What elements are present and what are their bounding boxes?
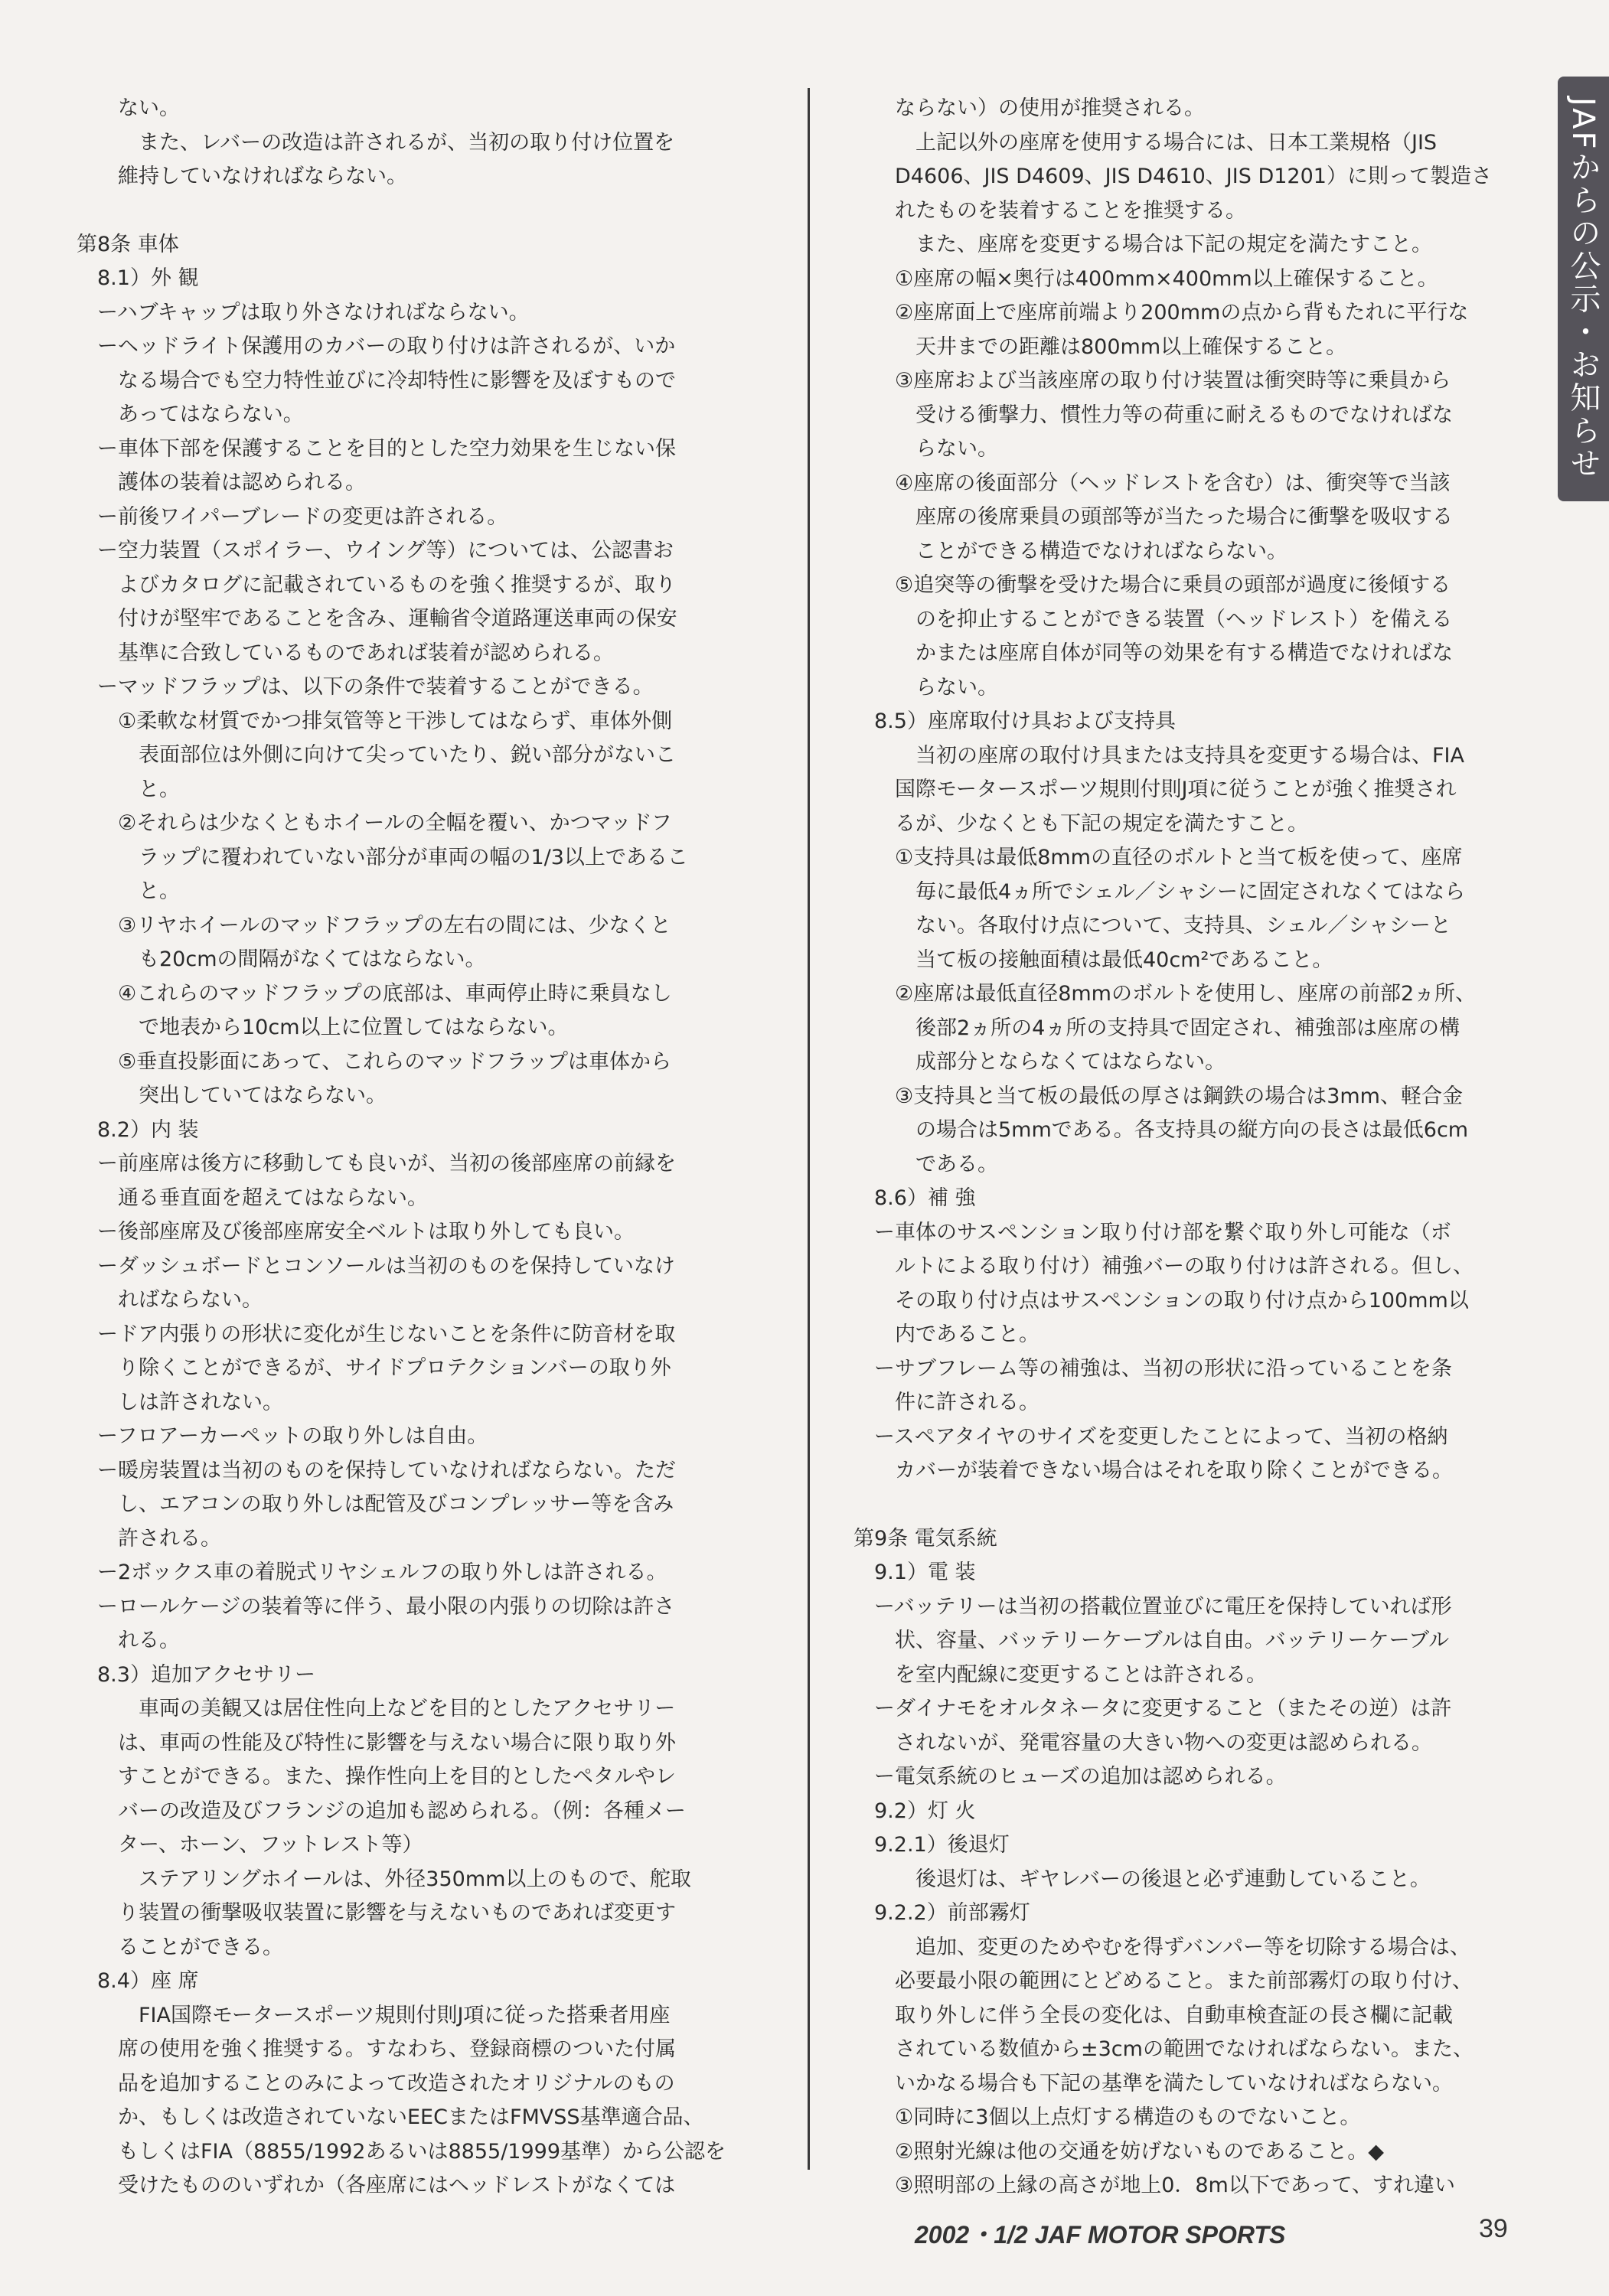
text-line: ー電気系統のヒューズの追加は認められる。 [853, 1765, 1287, 1789]
text-line: その取り付け点はサスペンションの取り付け点から100mm以 [853, 1288, 1469, 1313]
text-line: 護体の装着は認められる。 [77, 471, 366, 494]
text-line: ことができる構造でなければならない。 [853, 539, 1288, 563]
text-line: 車両の美観又は居住性向上などを目的としたアクセサリー [77, 1697, 676, 1720]
text-line: 9.2.1）後退灯 [853, 1833, 1010, 1857]
text-line: し、エアコンの取り外しは配管及びコンプレッサー等を含み [77, 1492, 674, 1516]
text-line: ー空力装置（スポイラー、ウイング等）については、公認書お [77, 539, 674, 563]
text-line: 成部分とならなくてはならない。 [853, 1050, 1226, 1074]
text-line: らない。 [853, 437, 998, 461]
text-line: ⑤垂直投影面にあって、これらのマッドフラップは車体から [77, 1049, 671, 1074]
text-line: 席の使用を強く推奨する。すなわち、登録商標のついた付属 [77, 2037, 676, 2061]
right-column [853, 92, 1539, 2203]
text-line: 天井までの距離は800mm以上確保すること。 [853, 334, 1347, 359]
text-line: ②それらは少なくともホイールの全幅を覆い、かつマッドフ [77, 811, 672, 835]
text-line: ースペアタイヤのサイズを変更したことによって、当初の格納 [853, 1424, 1448, 1449]
text-line: 内であること。 [853, 1322, 1039, 1346]
text-line: ④座席の後面部分（ヘッドレストを含む）は、衝突等で当該 [853, 471, 1451, 495]
text-line: ーマッドフラップは、以下の条件で装着することができる。 [77, 675, 654, 699]
text-line: 8.1）外 観 [77, 266, 199, 290]
text-line: 状、容量、バッテリーケーブルは自由。バッテリーケーブル [853, 1629, 1450, 1652]
text-line: よびカタログに記載されているものを強く推奨するが、取り [77, 572, 676, 597]
text-line: も20cmの間隔がなくてはならない。 [77, 947, 486, 971]
text-line: れたものを装着することを推奨する。 [853, 198, 1246, 223]
text-line: 追加、変更のためやむを得ずバンパー等を切除する場合は、 [853, 1935, 1470, 1959]
text-line: 受ける衝撃力、慣性力等の荷重に耐えるものでなければな [853, 403, 1453, 427]
text-line: D4606、JIS D4609、JIS D4610、JIS D1201）に則って製造さ [853, 165, 1492, 188]
text-line: ーフロアーカーペットの取り外しは自由。 [77, 1424, 488, 1448]
text-line: 当て板の接触面積は最低40cm²であること。 [853, 947, 1333, 972]
text-line: ればならない。 [77, 1288, 263, 1312]
text-line: 当初の座席の取付け具または支持具を変更する場合は、FIA [853, 743, 1464, 768]
text-line: されている数値から±3cmの範囲でなければならない。また、 [853, 2037, 1474, 2061]
text-line: と。 [77, 879, 180, 903]
text-line: を室内配線に変更することは許される。 [853, 1662, 1267, 1687]
text-line: 9.2）灯 火 [853, 1799, 976, 1823]
text-line: ③支持具と当て板の最低の厚さは鋼鉄の場合は3mm、軽合金 [853, 1084, 1463, 1108]
page-number: 39 [1479, 2214, 1508, 2243]
text-line: ならない）の使用が推奨される。 [853, 96, 1205, 120]
text-line: ー車体下部を保護することを目的とした空力効果を生じない保 [77, 436, 676, 461]
text-line: 表面部位は外側に向けて尖っていたり、鋭い部分がないこ [77, 743, 676, 767]
text-line: ①同時に3個以上点灯する構造のものでないこと。 [853, 2105, 1361, 2129]
text-line: ない。 [77, 96, 180, 120]
section-tab: JAFからの公示・お知らせ [1558, 77, 1609, 501]
text-line: 8.2）内 装 [77, 1117, 199, 1142]
text-line: バーの改造及びフランジの追加も認められる。（例：各種メー [77, 1799, 686, 1823]
text-line: 維持していなければならない。 [77, 165, 407, 188]
text-line: ーロールケージの装着等に伴う、最小限の内張りの切除は許さ [77, 1594, 675, 1619]
text-line: もしくはFIA（8855/1992あるいは8855/1999基準）から公認を [77, 2139, 726, 2164]
text-line: ー前後ワイパーブレードの変更は許される。 [77, 504, 508, 529]
text-line: かまたは座席自体が同等の効果を有する構造でなければな [853, 641, 1453, 665]
text-line: らない。 [853, 675, 998, 700]
text-line: ない。各取付け点について、支持具、シェル／シャシーと [853, 914, 1451, 938]
text-line: か、もしくは改造されていないEECまたはFMVSS基準適合品、 [77, 2105, 704, 2129]
text-line: れる。 [77, 1629, 180, 1652]
text-line: ーサブフレーム等の補強は、当初の形状に沿っていることを条 [853, 1356, 1452, 1381]
text-line: ②照射光線は他の交通を妨げないものであること。◆ [853, 2139, 1384, 2164]
text-line: すことができる。また、操作性向上を目的としたペタルやレ [77, 1765, 676, 1789]
text-line: 国際モータースポーツ規則付則J項に従うことが強く推奨され [853, 778, 1457, 801]
text-line: ①柔軟な材質でかつ排気管等と干渉してはならず、車体外側 [77, 709, 673, 733]
left-column [77, 92, 762, 2203]
text-line: ①支持具は最低8mmの直径のボルトと当て板を使って、座席 [853, 846, 1463, 869]
text-line: ーダッシュボードとコンソールは当初のものを保持していなけ [77, 1254, 675, 1278]
text-line: ーバッテリーは当初の搭載位置並びに電圧を保持していれば形 [853, 1594, 1452, 1619]
text-line: されないが、発電容量の大きい物への変更は認められる。 [853, 1730, 1432, 1755]
text-line: 後退灯は、ギヤレバーの後退と必ず連動していること。 [853, 1867, 1431, 1891]
text-line: ー前座席は後方に移動しても良いが、当初の後部座席の前縁を [77, 1152, 676, 1176]
text-line: ルトによる取り付け）補強バーの取り付けは許される。但し、 [853, 1254, 1474, 1278]
text-line: 8.3）追加アクセサリー [77, 1662, 316, 1687]
text-line: ーダイナモをオルタネータに変更すること（またその逆）は許 [853, 1697, 1452, 1720]
text-line: ⑤追突等の衝撃を受けた場合に乗員の頭部が過度に後傾する [853, 573, 1451, 597]
text-line: 9.1）電 装 [853, 1561, 976, 1584]
text-line: 基準に合致しているものであれば装着が認められる。 [77, 641, 614, 665]
text-line: るが、少なくとも下記の規定を満たすこと。 [853, 811, 1308, 836]
text-line: ラップに覆われていない部分が車両の幅の1/3以上であるこ [77, 845, 688, 869]
text-line: ④これらのマッドフラップの底部は、車両停止時に乗員なし [77, 981, 672, 1006]
text-line: 後部2ヵ所の4ヵ所の支持具で固定され、補強部は座席の構 [853, 1016, 1460, 1040]
text-line: 9.2.2）前部霧灯 [853, 1901, 1030, 1925]
text-line: なる場合でも空力特性並びに冷却特性に影響を及ぼすもので [77, 368, 676, 393]
text-line: 受けたもののいずれか（各座席にはヘッドレストがなくては [77, 2174, 676, 2197]
text-line: ②座席は最低直径8mmのボルトを使用し、座席の前部2ヵ所、 [853, 982, 1477, 1006]
text-line: ードア内張りの形状に変化が生じないことを条件に防音材を取 [77, 1322, 676, 1346]
text-line: ③照明部の上縁の高さが地上0．8m以下であって、すれ違い [853, 2174, 1456, 2197]
text-line: 8.4）座 席 [77, 1969, 199, 1993]
text-line: り装置の衝撃吸収装置に影響を与えないものであれば変更す [77, 1901, 676, 1925]
text-line: ター、ホーン、フットレスト等） [77, 1833, 423, 1857]
text-line: 上記以外の座席を使用する場合には、日本工業規格（JIS [853, 130, 1438, 155]
text-line: ①座席の幅×奥行は400mm×400mm以上確保すること。 [853, 266, 1438, 291]
text-line: 許される。 [77, 1526, 221, 1551]
text-line: 8.6）補 強 [853, 1186, 976, 1210]
text-line: FIA国際モータースポーツ規則付則J項に従った搭乗者用座 [77, 2003, 671, 2027]
text-line: また、座席を変更する場合は下記の規定を満たすこと。 [853, 233, 1432, 256]
text-line: あってはならない。 [77, 403, 304, 426]
text-line: り除くことができるが、サイドプロテクションバーの取り外 [77, 1356, 671, 1380]
magazine-footer: 2002・1/2 JAF MOTOR SPORTS [915, 2221, 1286, 2249]
text-line: 品を追加することのみによって改造されたオリジナルのもの [77, 2071, 675, 2095]
text-line: 座席の後席乗員の頭部等が当たった場合に衝撃を吸収する [853, 505, 1453, 529]
text-line: ー車体のサスペンション取り付け部を繋ぐ取り外し可能な（ボ [853, 1220, 1451, 1244]
text-line: 毎に最低4ヵ所でシェル／シャシーに固定されなくてはなら [853, 879, 1466, 904]
text-line: 第9条 電気系統 [853, 1526, 997, 1551]
text-line: カバーが装着できない場合はそれを取り除くことができる。 [853, 1459, 1453, 1482]
text-line: 件に許される。 [853, 1391, 1039, 1414]
text-line: ステアリングホイールは、外径350mm以上のもので、舵取 [77, 1867, 691, 1891]
text-line: ることができる。 [77, 1935, 283, 1959]
text-line: ③座席および当該座席の取り付け装置は衝突時等に乗員から [853, 369, 1451, 393]
text-line: 付けが堅牢であることを含み、運輸省令道路運送車両の保安 [77, 607, 677, 631]
text-line: ーハブキャップは取り外さなければならない。 [77, 300, 530, 325]
text-line: である。 [853, 1152, 998, 1176]
text-line: 必要最小限の範囲にとどめること。また前部霧灯の取り付け、 [853, 1969, 1473, 1993]
text-line: ー後部座席及び後部座席安全ベルトは取り外しても良い。 [77, 1220, 635, 1244]
text-line: ②座席面上で座席前端より200mmの点から背もたれに平行な [853, 301, 1469, 325]
text-line: は、車両の性能及び特性に影響を与えない場合に限り取り外 [77, 1730, 676, 1755]
text-line: 取り外しに伴う全長の変化は、自動車検査証の長さ欄に記載 [853, 2003, 1453, 2027]
text-line: いかなる場合も下記の基準を満たしていなければならない。 [853, 2071, 1453, 2095]
text-line: 第8条 車体 [77, 232, 179, 256]
text-line: 突出していてはならない。 [77, 1084, 387, 1107]
text-line: で地表から10cm以上に位置してはならない。 [77, 1016, 569, 1039]
text-line: また、レバーの改造は許されるが、当初の取り付け位置を [77, 130, 675, 155]
text-line: しは許されない。 [77, 1390, 283, 1414]
text-line: のを抑止することができる装置（ヘッドレスト）を備える [853, 607, 1453, 631]
text-line: ーヘッドライト保護用のカバーの取り付けは許されるが、いか [77, 334, 676, 358]
column-divider [808, 88, 810, 2170]
text-line: 通る垂直面を超えてはならない。 [77, 1186, 428, 1210]
text-line: ③リヤホイールのマッドフラップの左右の間には、少なくと [77, 913, 671, 938]
text-line: の場合は5mmである。各支持具の縦方向の長さは最低6cm [853, 1118, 1469, 1142]
text-line: ー2ボックス車の着脱式リヤシェルフの取り外しは許される。 [77, 1561, 667, 1584]
text-line: 8.5）座席取付け具および支持具 [853, 709, 1176, 733]
text-line: ー暖房装置は当初のものを保持していなければならない。ただ [77, 1458, 676, 1482]
text-line: と。 [77, 777, 180, 801]
